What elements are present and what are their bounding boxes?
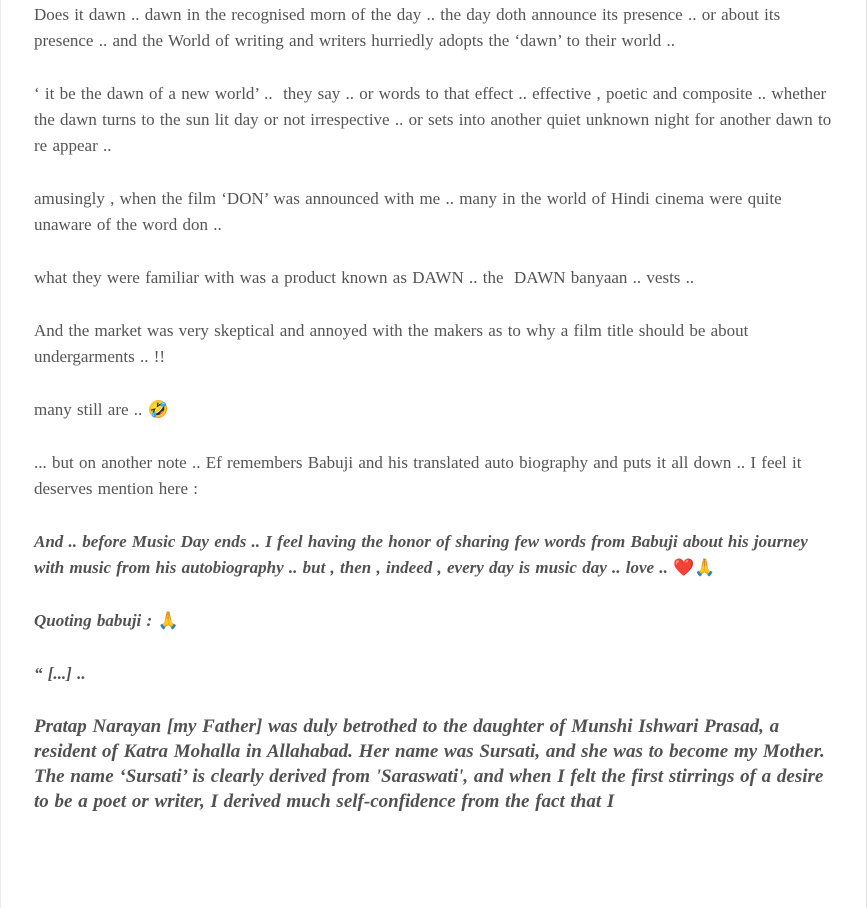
folded-hands-emoji: 🙏 [157, 611, 179, 630]
red-heart-emoji: ❤️ [673, 558, 695, 577]
post-paragraph-8 [34, 529, 834, 581]
folded-hands-emoji: 🙏 [694, 558, 716, 577]
post-paragraph-2: ‘ it be the dawn of a new world’ .. they say .. or words to that effect .. effective , poetic and composite .. whether the dawn turns to the sun lit day or not irrespective .. or sets into another quiet unknown night for another dawn to re appear .. [34, 84, 837, 155]
post-paragraph-6 [34, 397, 834, 423]
post-paragraph-6-text: many still are .. [34, 400, 148, 419]
rofl-emoji: 🤣 [147, 400, 169, 419]
post-paragraph-1: Does it dawn .. dawn in the recognised morn of the day .. the day doth announce its presence .. or about its presence .. and the World of writing and writers hurriedly adopts the ‘dawn’ to their world .. [34, 5, 786, 50]
post-paragraph-7: ... but on another note .. Ef remembers Babuji and his translated auto biography and puts it all down .. I feel it deserves mention here : [34, 453, 807, 498]
post-paragraph-4: what they were familiar with was a product known as DAWN .. the DAWN banyaan .. vests .. [34, 268, 695, 287]
post-paragraph-10-quote-open: “ [...] .. [34, 664, 86, 683]
post-paragraph-3: amusingly , when the film ‘DON’ was announced with me .. many in the world of Hindi cinema were quite unaware of the word don .. [34, 189, 787, 234]
post-paragraph-9-text: Quoting babuji : [34, 611, 158, 630]
post-paragraph-9 [34, 608, 834, 634]
post-paragraph-11-babuji-quote: Pratap Narayan [my Father] was duly betrothed to the daughter of Munshi Ishwari Prasad, a resident of Katra Mohalla in Allahabad. Her name was Sursati, and she was to become my Mother. The name ‘Sursati’ is clearly derived from 'Saraswati', and when I felt the first stirrings of a desire to be a poet or writer, I derived much self-confidence from the fact that I [34, 716, 831, 812]
post-paragraph-5: And the market was very skeptical and annoyed with the makers as to why a film title should be about undergarments .. !! [34, 321, 754, 366]
post-paragraph-8-text: And .. before Music Day ends .. I feel having the honor of sharing few words from Babuji about his journey with music from his autobiography .. but , then , indeed , every day is music day .. love .. [34, 532, 814, 577]
